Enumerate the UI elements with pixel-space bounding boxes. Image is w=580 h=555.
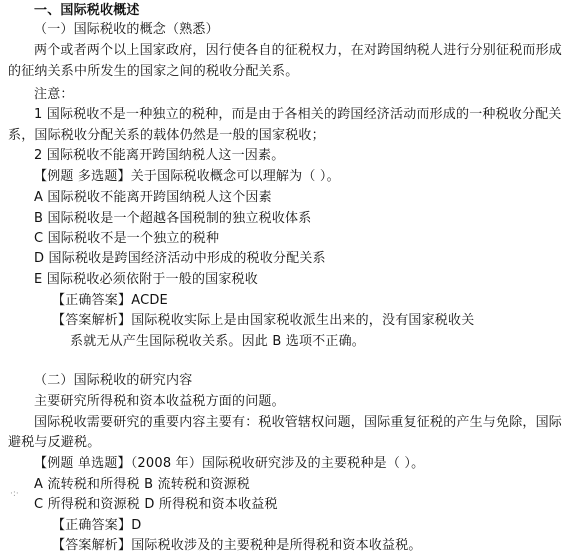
definition-line-1: 两个或者两个以上国家政府，因行使各自的征税权力，在对跨国纳税人进行分别征税而形成 [34, 43, 563, 58]
section-2-paragraph-2-line-2: 避税与反避税。 [8, 435, 101, 450]
stray-mark: ·:· [10, 489, 19, 499]
note-label: 注意： [34, 87, 74, 102]
section-1-subtitle: （一）国际税收的概念（熟悉） [34, 22, 219, 37]
example-1-option-c: C 国际税收不是一个独立的税种 [34, 231, 220, 246]
example-1-question: 【例题 多选题】关于国际税收概念可以理解为（ ）。 [34, 169, 340, 184]
section-2-paragraph-2-line-1: 国际税收需要研究的重要内容主要有：税收管辖权问题，国际重复征税的产生与免除，国际 [34, 415, 563, 430]
example-2-explanation: 【答案解析】国际税收涉及的主要税种是所得税和资本收益税。 [52, 538, 422, 553]
example-1-option-b: B 国际税收是一个超越各国税制的独立税收体系 [34, 211, 312, 226]
section-2-subtitle: （二）国际税收的研究内容 [34, 373, 193, 388]
example-1-option-e: E 国际税收必须依附于一般的国家税收 [34, 272, 258, 287]
note-item-1-line-1: 1 国际税收不是一种独立的税种，而是由于各相关的跨国经济活动而形成的一种税收分配关 [34, 107, 562, 122]
note-item-2: 2 国际税收不能离开跨国纳税人这一因素。 [34, 148, 285, 163]
example-1-answer: 【正确答案】ACDE [52, 293, 168, 308]
note-item-1-line-2: 系，国际税收分配关系的载体仍然是一般的国家税收； [8, 128, 325, 143]
definition-line-2: 的征纳关系中所发生的国家之间的税收分配关系。 [8, 64, 299, 79]
section-1-title: 一、国际税收概述 [34, 3, 140, 18]
example-2-options-cd: C 所得税和资源税 D 所得税和资本收益税 [34, 497, 278, 512]
example-1-explanation-line-1: 【答案解析】国际税收实际上是由国家税收派生出来的，没有国家税收关 [52, 313, 475, 328]
example-1-option-d: D 国际税收是跨国经济活动中形成的税收分配关系 [34, 251, 326, 266]
example-1-option-a: A 国际税收不能离开跨国纳税人这个因素 [34, 190, 272, 205]
section-2-paragraph-1: 主要研究所得税和资本收益税方面的问题。 [34, 394, 285, 409]
example-2-answer: 【正确答案】D [52, 518, 142, 533]
example-2-options-ab: A 流转税和所得税 B 流转税和资源税 [34, 477, 251, 492]
example-1-explanation-line-2: 系就无从产生国际税收关系。因此 B 选项不正确。 [70, 334, 365, 349]
example-2-question: 【例题 单选题】（2008 年）国际税收研究涉及的主要税种是（ ）。 [34, 456, 425, 471]
